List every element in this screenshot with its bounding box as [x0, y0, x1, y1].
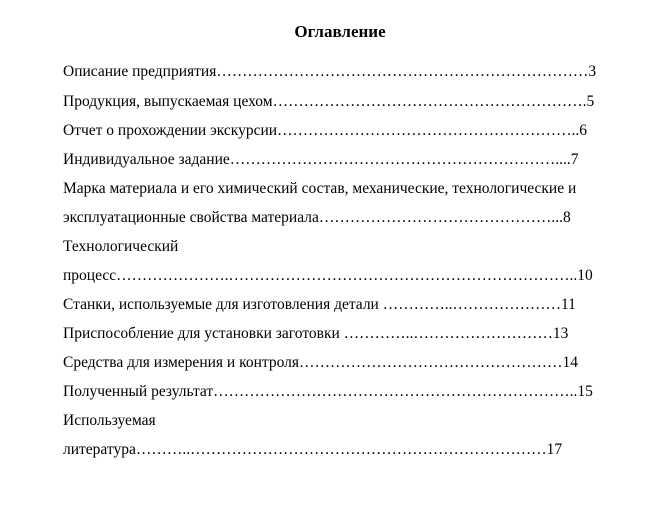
toc-entry: Приспособление для установки заготовки …………..………………………13	[63, 325, 569, 342]
toc-entry: Средства для измерения и контроля……………………………………………14	[63, 354, 578, 371]
toc-entry: Индивидуальное задание………………………………………………………....7	[63, 151, 579, 168]
toc-entry: литература………..……………………………………………………………17	[63, 441, 563, 458]
toc-entry: Описание предприятия………………………………………………………………3	[63, 63, 597, 80]
toc-entry: Технологический	[63, 238, 179, 255]
toc-entry: Отчет о прохождении экскурсии…………………………………………………..6	[63, 122, 588, 139]
toc-entry: Станки, используемые для изготовления детали …………..…………………11	[63, 296, 576, 313]
toc-entry: Полученный результат……………………………………………………………..15	[63, 383, 593, 400]
toc-entry: Марка материала и его химический состав, механические, технологические и	[63, 180, 577, 197]
toc-entry: процесс………………….…………………………………………………………..10	[63, 267, 593, 284]
toc-entry: Продукция, выпускаемая цехом…………………………………………………….5	[63, 93, 595, 110]
toc-entry: Используемая	[63, 412, 156, 429]
toc-title: Оглавление	[294, 22, 386, 41]
toc-entry: эксплуатационные свойства материала………………………………………...8	[63, 209, 571, 226]
